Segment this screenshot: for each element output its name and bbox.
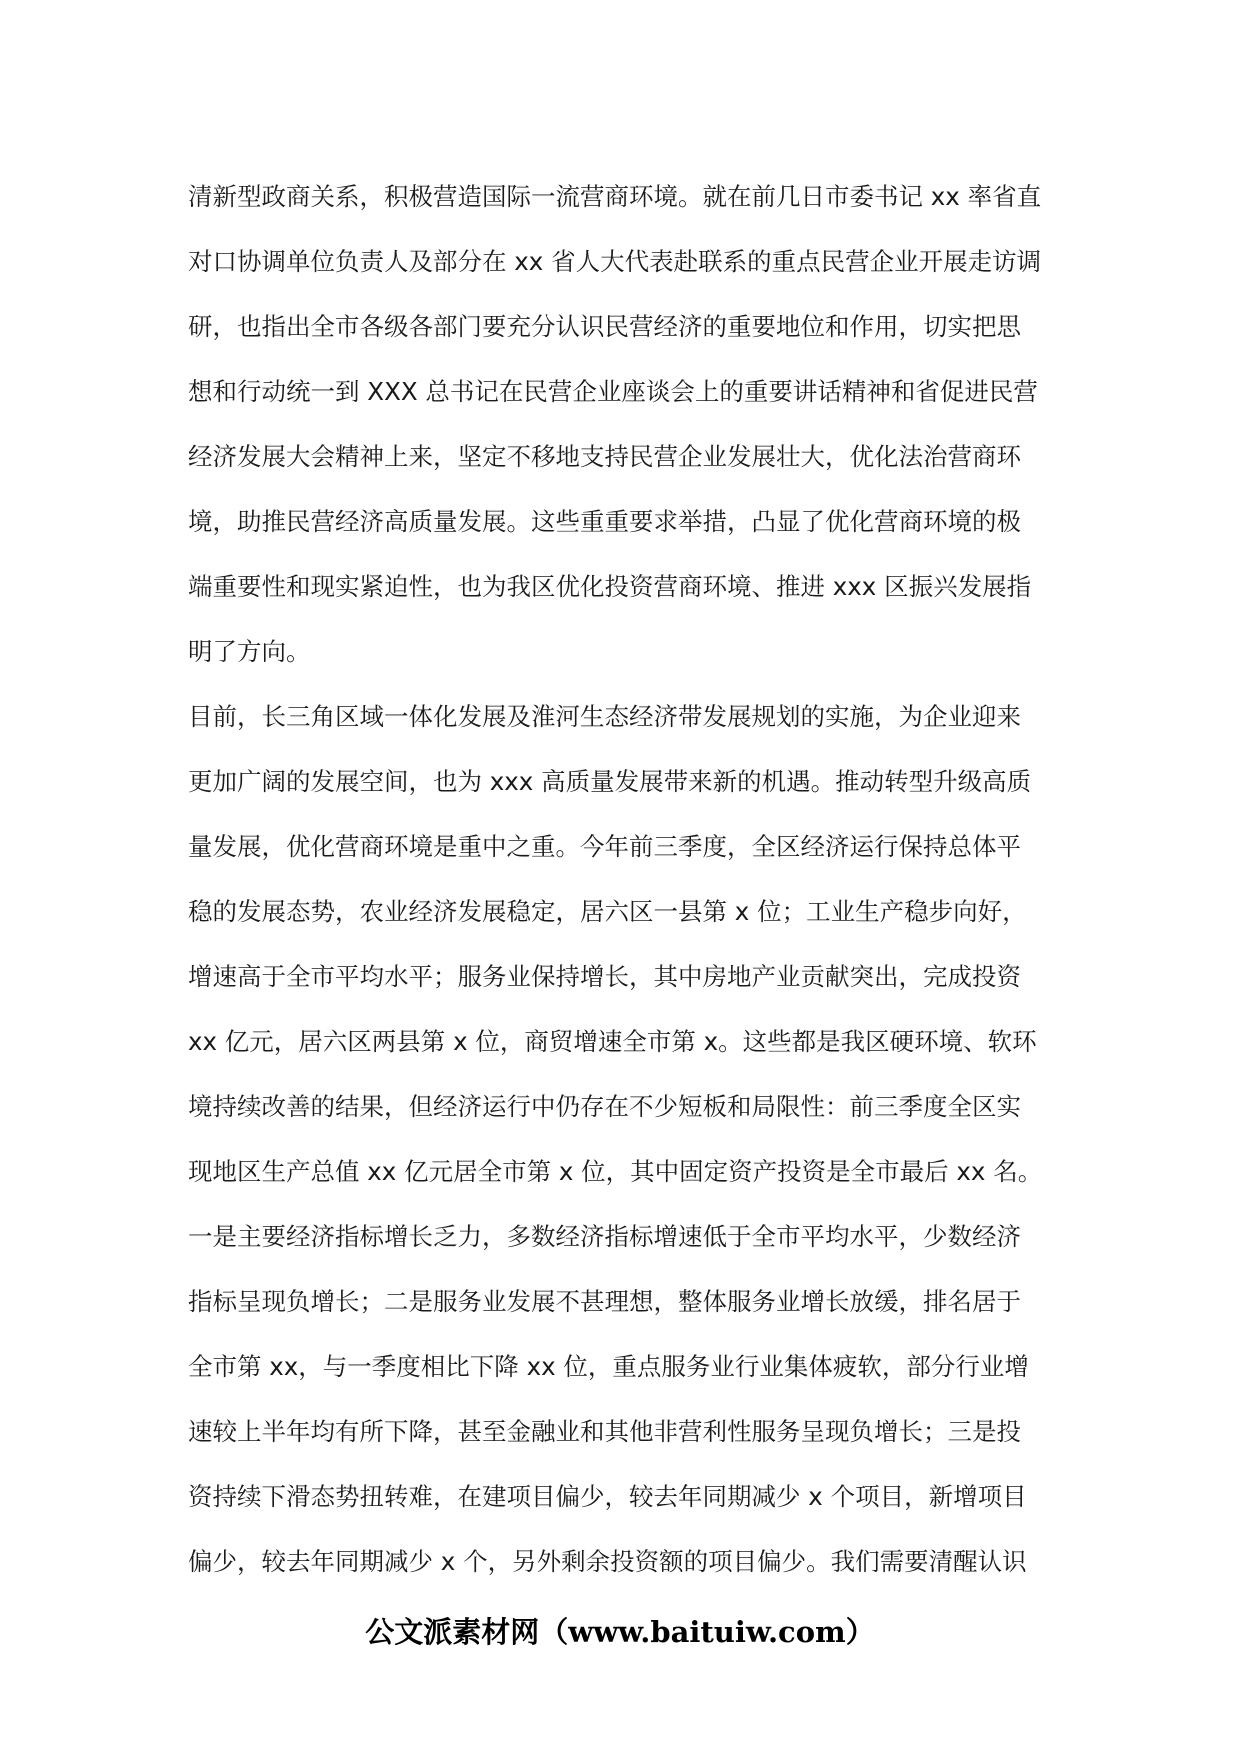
text-line: 境持续改善的结果，但经济运行中仍存在不少短板和局限性：前三季度全区实 [188,1092,1021,1121]
body-text [188,164,1058,1594]
text-line: 更加广阔的发展空间，也为 xxx 高质量发展带来新的机遇。推动转型升级高质 [188,767,1032,796]
text-line: 量发展，优化营商环境是重中之重。今年前三季度，全区经济运行保持总体平 [188,832,1021,861]
text-line: 对口协调单位负责人及部分在 xx 省人大代表赴联系的重点民营企业开展走访调 [188,247,1042,276]
text-line: 清新型政商关系，积极营造国际一流营商环境。就在前几日市委书记 xx 率省直 [188,182,1042,211]
text-line: 指标呈现负增长；二是服务业发展不甚理想，整体服务业增长放缓，排名居于 [188,1287,1021,1316]
text-line: 增速高于全市平均水平；服务业保持增长，其中房地产业贡献突出，完成投资 [188,962,1021,991]
text-line: 全市第 xx，与一季度相比下降 xx 位，重点服务业行业集体疲软，部分行业增 [188,1352,1029,1381]
footer-watermark: 公文派素材网（www.baituiw.com） [365,1615,875,1649]
text-line: 速较上半年均有所下降，甚至金融业和其他非营利性服务呈现负增长；三是投 [188,1417,1021,1446]
text-line: 目前，长三角区域一体化发展及淮河生态经济带发展规划的实施，为企业迎来 [188,702,1021,731]
text-line: 现地区生产总值 xx 亿元居全市第 x 位，其中固定资产投资是全市最后 xx 名。 [188,1157,1043,1186]
text-line: 明了方向。 [188,637,311,666]
text-line: 端重要性和现实紧迫性，也为我区优化投资营商环境、推进 xxx 区振兴发展指 [188,572,1032,601]
text-line: 稳的发展态势，农业经济发展稳定，居六区一县第 x 位；工业生产稳步向好， [188,897,1027,926]
text-line: 境，助推民营经济高质量发展。这些重重要求举措，凸显了优化营商环境的极 [188,507,1021,536]
text-line: 想和行动统一到 XXX 总书记在民营企业座谈会上的重要讲话精神和省促进民营 [188,377,1038,406]
text-line: 研，也指出全市各级各部门要充分认识民营经济的重要地位和作用，切实把思 [188,312,1021,341]
text-line: 经济发展大会精神上来，坚定不移地支持民营企业发展壮大，优化法治营商环 [188,442,1021,471]
text-line: 偏少，较去年同期减少 x 个，另外剩余投资额的项目偏少。我们需要清醒认识 [188,1547,1027,1576]
text-line: 一是主要经济指标增长乏力，多数经济指标增速低于全市平均水平，少数经济 [188,1222,1021,1251]
text-line: 资持续下滑态势扭转难，在建项目偏少，较去年同期减少 x 个项目，新增项目 [188,1482,1027,1511]
text-line: xx 亿元，居六区两县第 x 位，商贸增速全市第 x。这些都是我区硬环境、软环 [188,1027,1037,1056]
